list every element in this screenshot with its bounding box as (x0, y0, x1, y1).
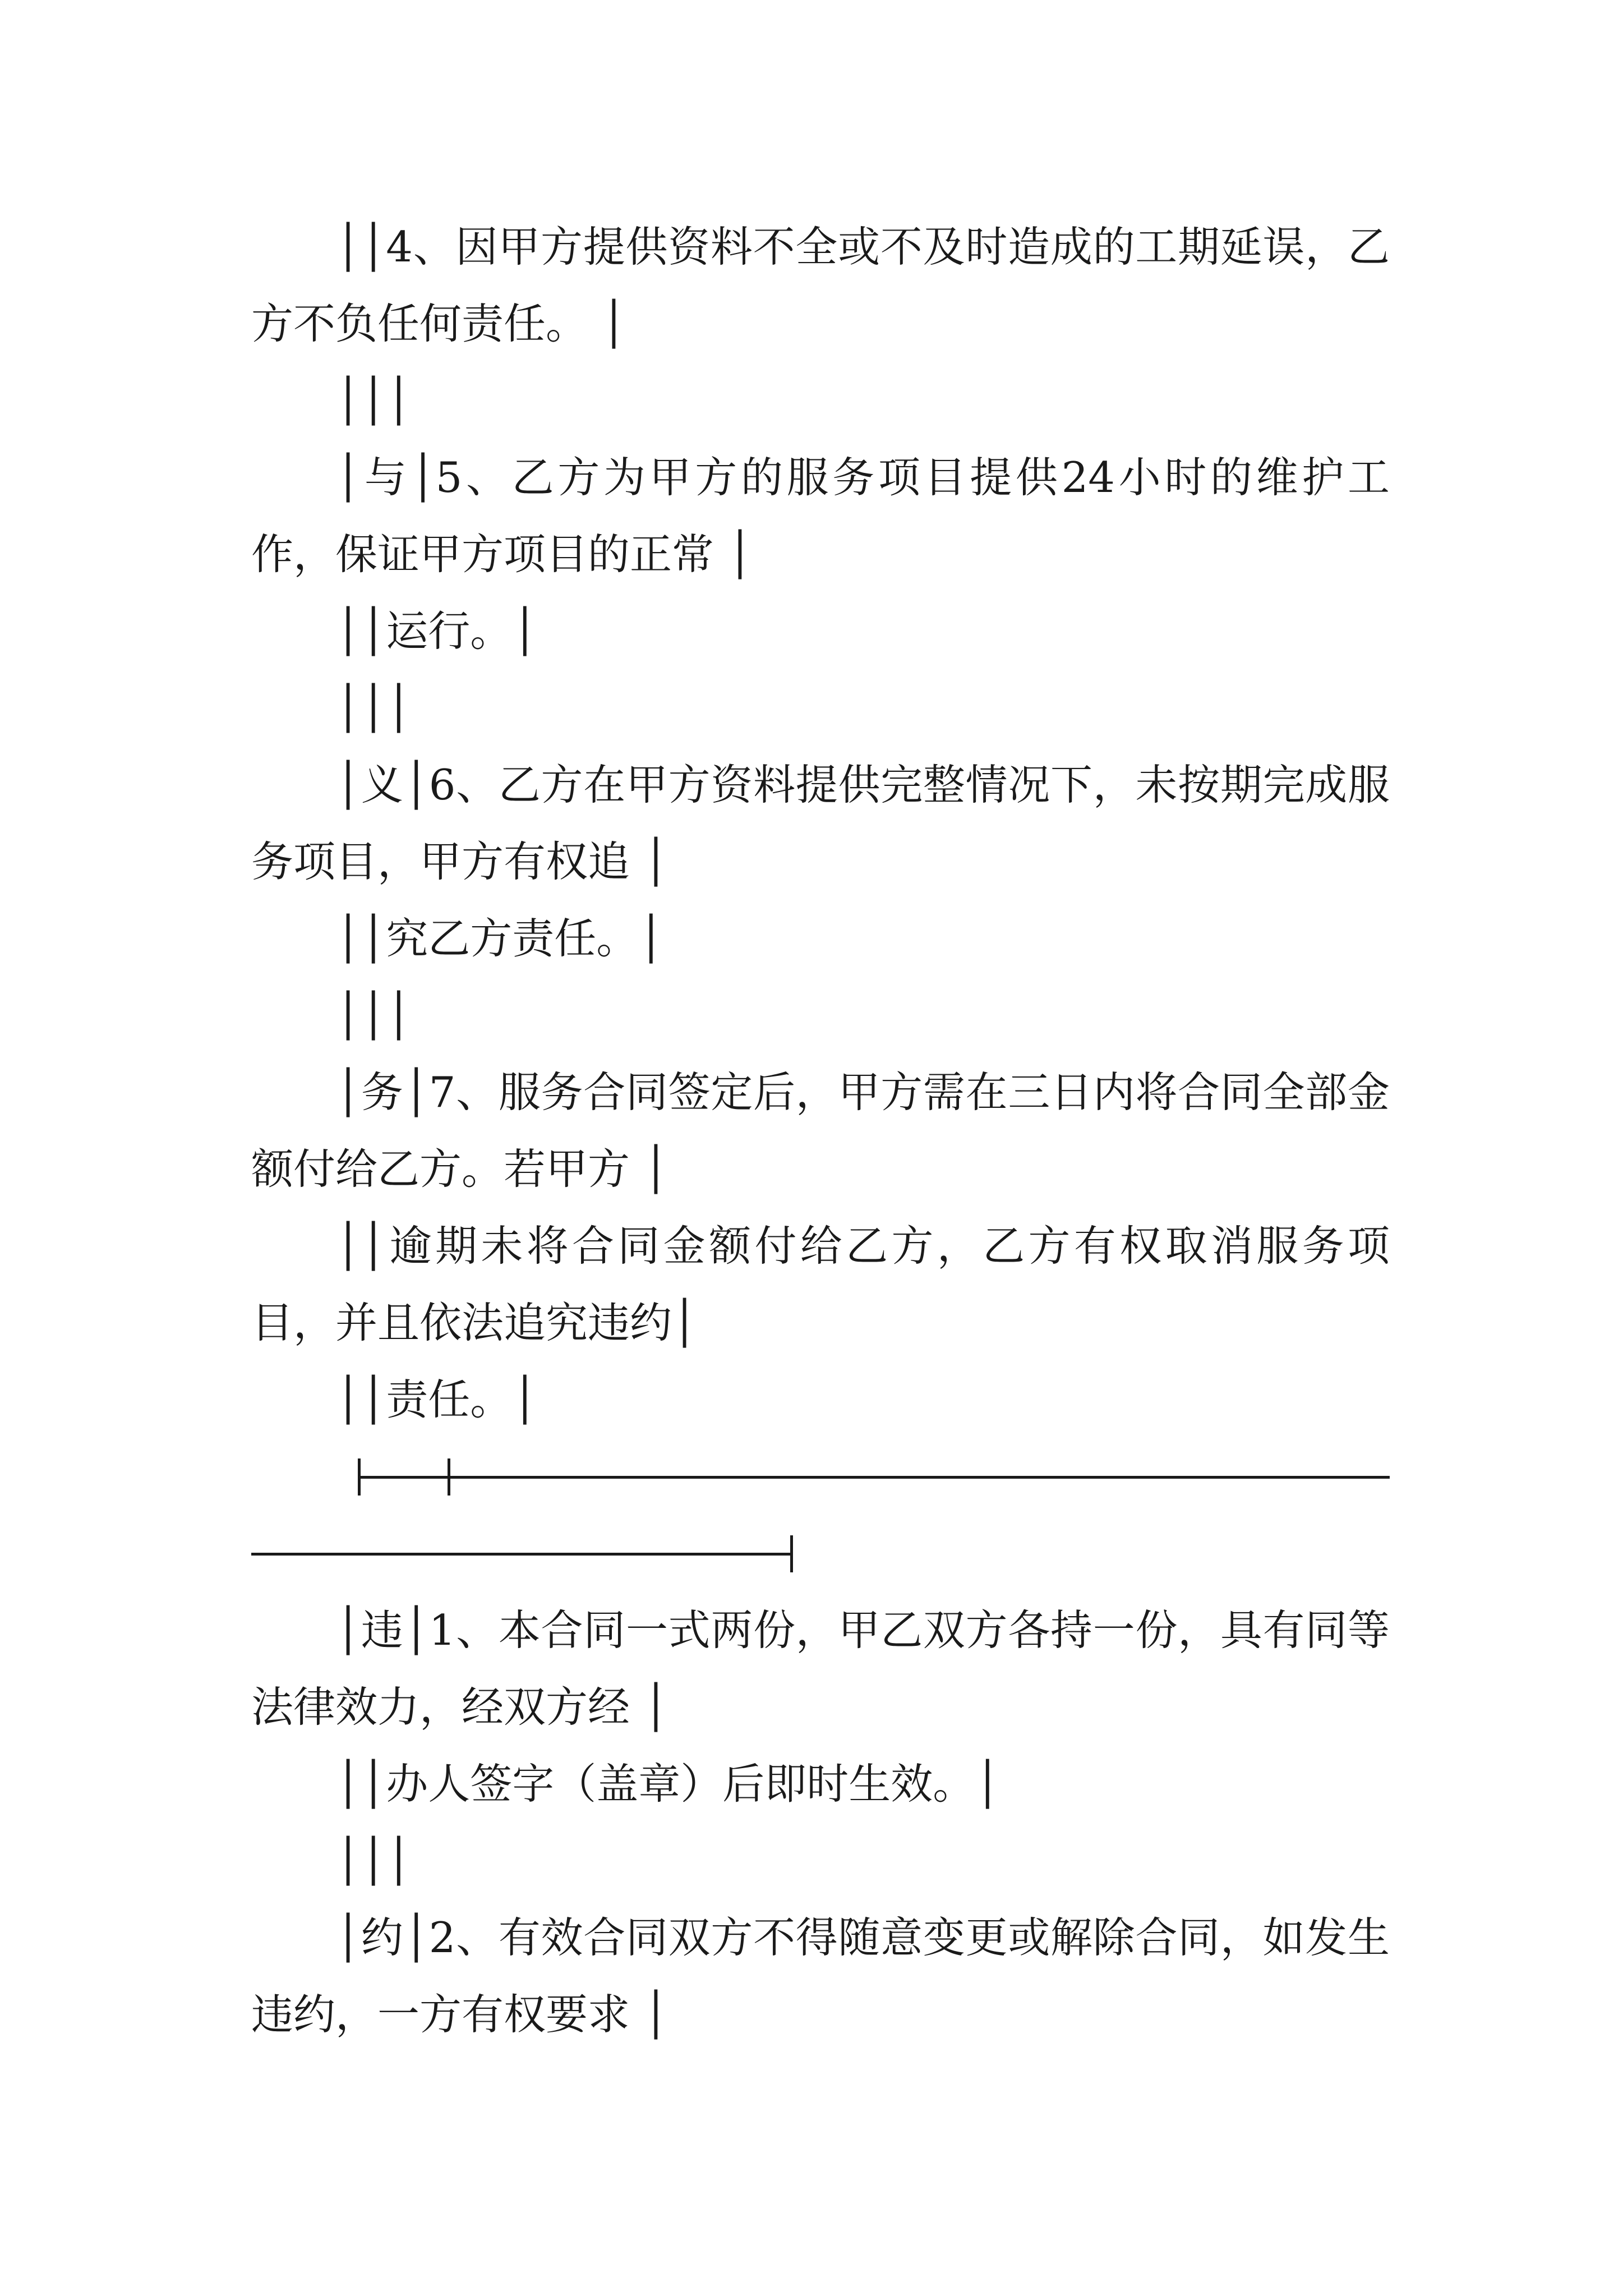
clause-7-paragraph: │务│7、服务合同签定后，甲方需在三日内将合同全部金额付给乙方。若甲方 │ (251, 1068, 1390, 1194)
clause-5-paragraph: │与│5、乙方为甲方的服务项目提供24小时的维护工作，保证甲方项目的正常 │ (251, 453, 1390, 579)
document-body (251, 209, 1390, 2053)
clause-7-continuation: ││逾期未将合同金额付给乙方，乙方有权取消服务项目，并且依法追究违约│ (251, 1221, 1390, 1347)
divider-top-line (358, 1476, 1390, 1479)
clause-6-continuation: ││究乙方责任。│ (335, 914, 664, 963)
clause-7-end: ││责任。│ (335, 1375, 538, 1424)
breach-clause-1-continuation: ││办人签字（盖章）后即时生效。│ (335, 1759, 1000, 1809)
breach-clause-1-paragraph: │违│1、本合同一式两份，甲乙双方各持一份，具有同等法律效力，经双方经 │ (251, 1605, 1390, 1732)
empty-table-row: │││ (335, 1836, 412, 1885)
divider-bottom-line (251, 1553, 792, 1556)
breach-clause-2-paragraph: │约│2、有效合同双方不得随意变更或解除合同，如发生违约，一方有权要求 │ (251, 1913, 1390, 2039)
clause-4-paragraph: ││4、因甲方提供资料不全或不及时造成的工期延误，乙方不负任何责任。 │ (251, 222, 1390, 348)
clause-6-paragraph: │义│6、乙方在甲方资料提供完整情况下，未按期完成服务项目，甲方有权追 │ (251, 760, 1390, 886)
empty-table-row: │││ (335, 683, 412, 733)
clause-5-continuation: ││运行。│ (335, 606, 538, 656)
empty-table-row: │││ (335, 376, 412, 425)
empty-table-row: │││ (335, 991, 412, 1040)
divider-right-tick (790, 1535, 793, 1572)
table-divider-rule (251, 1438, 1390, 1592)
